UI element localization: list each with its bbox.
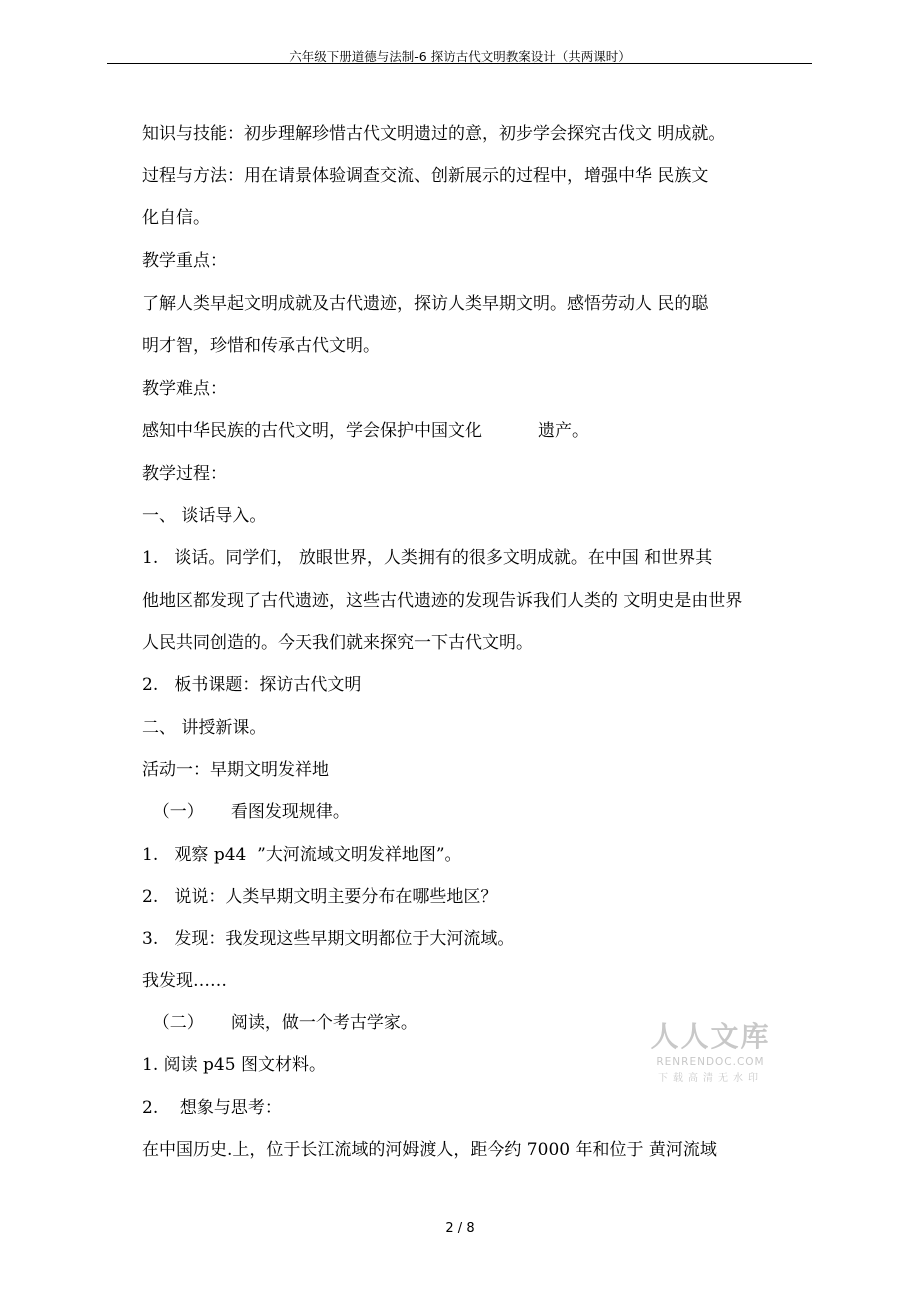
text-line: 明才智，珍惜和传承古代文明。 xyxy=(142,336,380,356)
text-line: 3. 发现：我发现这些早期文明都位于大河流域。 xyxy=(142,929,515,949)
text-line: 他地区都发现了古代遗迹，这些古代遗迹的发现告诉我们人类的 文明史是由世界 xyxy=(142,591,743,611)
watermark-site: RENRENDOC.COM xyxy=(656,1056,765,1068)
text-line: 在中国历史.上，位于长江流域的河姆渡人，距今约 7000 年和位于 黄河流域 xyxy=(142,1140,717,1160)
text-line: 活动一：早期文明发祥地 xyxy=(142,760,329,780)
text-line xyxy=(142,416,589,441)
text-line: 1. 阅读 p45 图文材料。 xyxy=(142,1055,326,1075)
text-line: 教学过程： xyxy=(142,464,227,484)
text-line: 二、 讲授新课。 xyxy=(142,718,267,738)
text-line: 2. 想象与思考： xyxy=(142,1098,282,1118)
text-line: 1. 观察 p44 ”大河流域文明发祥地图”。 xyxy=(142,845,462,865)
text-line: 了解人类早起文明成就及古代遗迹，探访人类早期文明。感悟劳动人 民的聪 xyxy=(142,294,709,314)
text-line: 教学重点： xyxy=(142,251,227,271)
page-header: 六年级下册道德与法制-6 探访古代文明教案设计（共两课时） xyxy=(289,49,631,64)
text-line: （二） 阅读，做一个考古学家。 xyxy=(142,1013,418,1033)
text-line: 化自信。 xyxy=(142,208,210,228)
watermark-logo-text: 人人文库 xyxy=(650,1020,771,1053)
header-rule xyxy=(107,63,812,64)
text-line: 2. 板书课题：探访古代文明 xyxy=(142,675,362,695)
text-line: 1. 谈话。同学们， 放眼世界，人类拥有的很多文明成就。在中国 和世界其 xyxy=(142,548,713,568)
page-number: 2 / 8 xyxy=(445,1221,475,1236)
text-line: 教学难点： xyxy=(142,379,227,399)
watermark xyxy=(648,1015,773,1084)
text-line: （一） 看图发现规律。 xyxy=(142,802,350,822)
text-line: 知识与技能：初步理解珍惜古代文明遗过的意，初步学会探究古伐文 明成就。 xyxy=(142,124,726,144)
text-line: 我发现…… xyxy=(142,971,227,991)
text-line: 过程与方法：用在请景体验调查交流、创新展示的过程中，增强中华 民族文 xyxy=(142,166,709,186)
text-segment: 遗产。 xyxy=(538,421,589,441)
text-line: 2. 说说：人类早期文明主要分布在哪些地区？ xyxy=(142,887,498,907)
text-segment: 感知中华民族的古代文明，学会保护中国文化 xyxy=(142,421,482,441)
text-line: 一、 谈话导入。 xyxy=(142,506,267,526)
text-line: 人民共同创造的。今天我们就来探究一下古代文明。 xyxy=(142,633,533,653)
watermark-slogan: 下载高清无水印 xyxy=(658,1073,763,1084)
